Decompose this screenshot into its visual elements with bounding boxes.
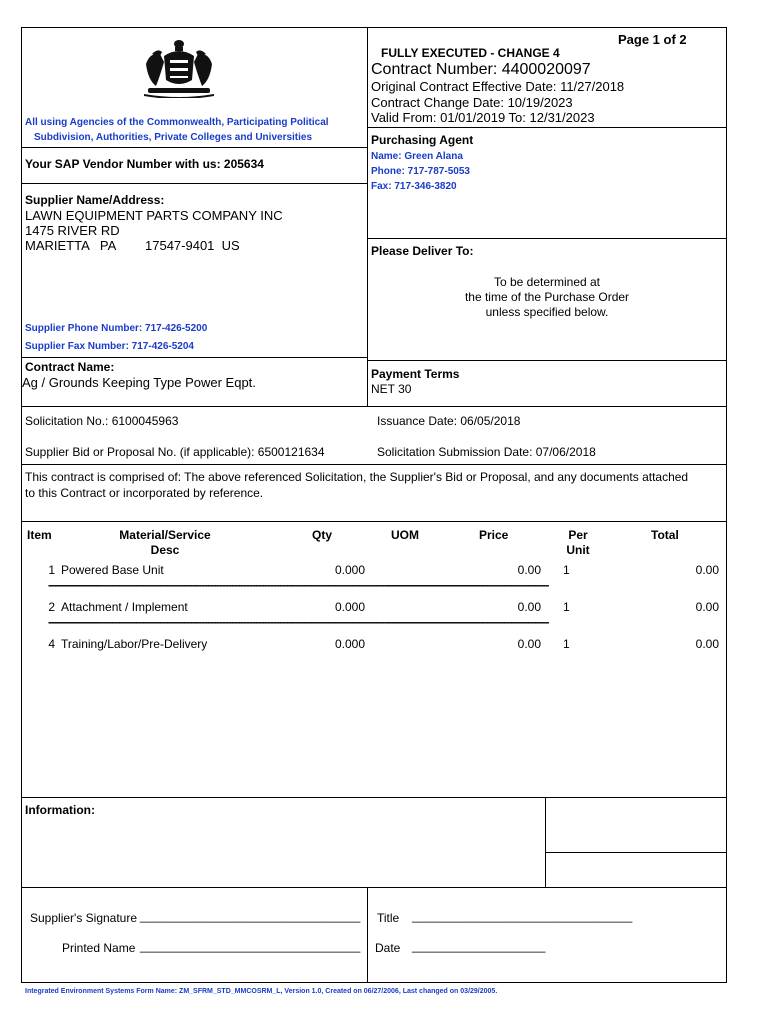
deliver-line-2: the time of the Purchase Order bbox=[464, 290, 630, 304]
divider-info-right-h bbox=[545, 852, 727, 853]
col-item: Item bbox=[27, 528, 52, 542]
solicitation-number: Solicitation No.: 6100045963 bbox=[25, 414, 179, 428]
col-uom: UOM bbox=[391, 528, 419, 542]
comprised-line-1: This contract is comprised of: The above referenced Solicitation, the Supplier's Bid or Proposal, and any documents attached bbox=[25, 470, 689, 484]
original-effective-date: Original Contract Effective Date: 11/27/2018 bbox=[371, 79, 625, 94]
row-desc: Powered Base Unit bbox=[61, 563, 164, 577]
information-label: Information: bbox=[25, 803, 95, 817]
row-per: 1 bbox=[563, 563, 570, 577]
row-per: 1 bbox=[563, 600, 570, 614]
printed-name-label: Printed Name bbox=[62, 941, 136, 955]
sap-vendor-number: Your SAP Vendor Number with us: 205634 bbox=[25, 157, 264, 171]
divider-right-3 bbox=[367, 360, 727, 361]
supplier-fax: Supplier Fax Number: 717-426-5204 bbox=[25, 341, 194, 352]
table-row bbox=[21, 563, 727, 579]
row-per: 1 bbox=[563, 637, 570, 651]
divider-vertical-top bbox=[367, 27, 368, 407]
divider-right-1 bbox=[367, 127, 727, 128]
comprised-line-2: to this Contract or incorporated by reference. bbox=[25, 486, 264, 500]
row-separator: ----------------------------------------------------------------------------------------------------------------------------------------------------------------------- bbox=[48, 578, 549, 592]
divider-right-2 bbox=[367, 238, 727, 239]
document-status: FULLY EXECUTED - CHANGE 4 bbox=[381, 46, 560, 60]
supplier-signature-label: Supplier's Signature bbox=[30, 911, 138, 925]
col-total: Total bbox=[651, 528, 679, 542]
commonwealth-seal-icon bbox=[138, 36, 220, 98]
title-label: Title bbox=[377, 911, 400, 925]
col-material-1: Material/Service bbox=[119, 528, 211, 542]
agencies-line-2: Subdivision, Authorities, Private Colleges and Universities bbox=[34, 132, 313, 143]
row-total: 0.00 bbox=[695, 637, 719, 651]
divider-left-3 bbox=[21, 357, 368, 358]
contract-name-value: Ag / Grounds Keeping Type Power Eqpt. bbox=[22, 375, 256, 390]
divider-table-top bbox=[21, 521, 727, 522]
supplier-zip: 17547-9401 US bbox=[145, 238, 240, 253]
frame-top bbox=[21, 27, 727, 28]
title-field[interactable]: _________________________________ bbox=[412, 909, 633, 923]
row-price: 0.00 bbox=[517, 600, 541, 614]
table-row bbox=[21, 600, 727, 616]
table-row bbox=[21, 637, 727, 653]
row-qty: 0.000 bbox=[335, 563, 366, 577]
divider-signature-v bbox=[367, 887, 368, 983]
payment-terms-label: Payment Terms bbox=[371, 367, 460, 381]
col-qty: Qty bbox=[312, 528, 333, 542]
deliver-line-1: To be determined at bbox=[493, 275, 601, 289]
frame-left bbox=[21, 27, 22, 983]
agent-phone: Phone: 717-787-5053 bbox=[371, 166, 470, 177]
supplier-address-1: 1475 RIVER RD bbox=[25, 223, 120, 238]
row-item: 1 bbox=[48, 563, 55, 577]
submission-date: Solicitation Submission Date: 07/06/2018 bbox=[377, 445, 596, 459]
frame-right bbox=[726, 27, 727, 983]
row-item: 4 bbox=[48, 637, 55, 651]
supplier-label: Supplier Name/Address: bbox=[25, 193, 165, 207]
row-total: 0.00 bbox=[695, 563, 719, 577]
valid-dates: Valid From: 01/01/2019 To: 12/31/2023 bbox=[371, 110, 595, 125]
row-item: 2 bbox=[48, 600, 55, 614]
deliver-to-label: Please Deliver To: bbox=[371, 244, 474, 258]
row-price: 0.00 bbox=[517, 637, 541, 651]
issuance-date: Issuance Date: 06/05/2018 bbox=[377, 414, 521, 428]
deliver-line-3: unless specified below. bbox=[485, 305, 609, 319]
row-price: 0.00 bbox=[517, 563, 541, 577]
row-separator: ----------------------------------------------------------------------------------------------------------------------------------------------------------------------- bbox=[48, 615, 549, 629]
row-qty: 0.000 bbox=[335, 637, 366, 651]
supplier-city: MARIETTA PA bbox=[25, 238, 117, 253]
col-per-2: Unit bbox=[566, 543, 590, 557]
agent-name: Name: Green Alana bbox=[371, 151, 463, 162]
date-field[interactable]: ____________________ bbox=[412, 939, 546, 953]
supplier-phone: Supplier Phone Number: 717-426-5200 bbox=[25, 323, 208, 334]
supplier-name: LAWN EQUIPMENT PARTS COMPANY INC bbox=[25, 208, 283, 223]
divider-signature bbox=[21, 887, 727, 888]
page-indicator: Page 1 of 2 bbox=[618, 32, 687, 47]
col-price: Price bbox=[479, 528, 509, 542]
contract-change-date: Contract Change Date: 10/19/2023 bbox=[371, 95, 573, 110]
row-qty: 0.000 bbox=[335, 600, 366, 614]
divider-info-right-v bbox=[545, 797, 546, 888]
form-footer: Integrated Environment Systems Form Name: ZM_SFRM_STD_MMCOSRM_L, Version 1.0, Created on 06/27/2006, Last changed on 03/29/2005. bbox=[25, 988, 498, 995]
divider-solicitation bbox=[21, 406, 727, 407]
divider-information bbox=[21, 797, 727, 798]
col-per-1: Per bbox=[568, 528, 588, 542]
agencies-line-1: All using Agencies of the Commonwealth, Participating Political bbox=[25, 117, 329, 128]
row-desc: Training/Labor/Pre-Delivery bbox=[61, 637, 208, 651]
divider-left-2 bbox=[21, 183, 368, 184]
supplier-signature-field[interactable]: _________________________________ bbox=[140, 909, 361, 923]
date-label: Date bbox=[375, 941, 401, 955]
purchasing-agent-title: Purchasing Agent bbox=[371, 133, 474, 147]
col-material-2: Desc bbox=[150, 543, 180, 557]
divider-left-1 bbox=[21, 147, 368, 148]
contract-name-label: Contract Name: bbox=[25, 360, 115, 374]
row-desc: Attachment / Implement bbox=[61, 600, 188, 614]
printed-name-field[interactable]: _________________________________ bbox=[140, 939, 361, 953]
agent-fax: Fax: 717-346-3820 bbox=[371, 181, 457, 192]
payment-terms-value: NET 30 bbox=[371, 382, 412, 396]
contract-number: Contract Number: 4400020097 bbox=[371, 61, 591, 78]
row-total: 0.00 bbox=[695, 600, 719, 614]
divider-comprised bbox=[21, 464, 727, 465]
frame-bottom bbox=[21, 982, 727, 983]
supplier-bid-number: Supplier Bid or Proposal No. (if applicable): 6500121634 bbox=[25, 445, 325, 459]
